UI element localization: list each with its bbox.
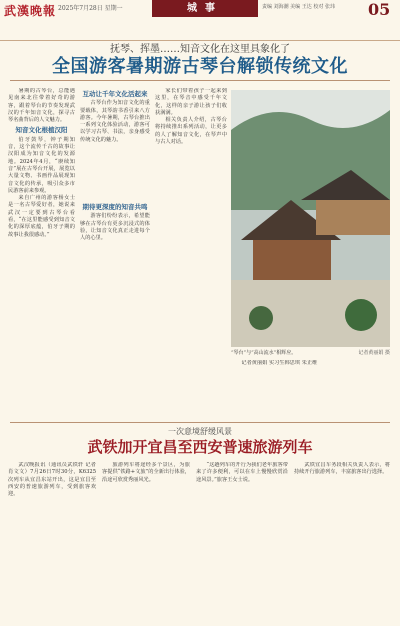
- lead-paragraph: 暑期的古琴台，总能遇见南来北往带着好奇的游客，跟着琴台的节奏发现武汉的千年知音文化，探寻古琴名曲背后的人文魅力。: [8, 88, 75, 124]
- caption-text: “琴台”与“高山流水”相辉应。: [231, 350, 297, 356]
- second-column-2: [102, 462, 190, 622]
- paragraph: 来自广州的游客杨女士是一名古琴爱好者，她说来武汉一定要到古琴台看看，“在这里能感受到知音文化的深厚底蕴，伯牙子期的故事让我很感动。”: [8, 195, 75, 238]
- newspaper-logo: 武漢晚報: [4, 4, 57, 18]
- section-subhead: 知音文化根植汉阳: [15, 126, 68, 135]
- paragraph: 伯牙鼓琴，钟子期知音，这个流传千古的故事让汉阳成为知音文化的发源地。2024年4月，“赓续知音”展在古琴台开展，展览以大量文物、书画作品展现知音文化的传承，吸引众多市民游客前来参观。: [8, 136, 75, 194]
- pavilion-photo: [231, 90, 390, 347]
- paragraph: 相关负责人介绍，古琴台将持续推出系列活动，让更多的人了解知音文化，在琴声中与古人对话。: [155, 117, 227, 146]
- paragraph: 家长们带着孩子一起来到这里，在琴音中感受千年文化，这样的亲子游让孩子们收获满满。: [155, 88, 227, 116]
- paragraph: 旅游列车将途经多个景区，为旅客提供“铁路+文旅”的全新出行体验，沿途可欣赏秀丽风光。: [102, 462, 190, 483]
- section-flag: 城事: [152, 0, 258, 17]
- photo-credit: 记者黄丽娟 摄: [358, 350, 390, 356]
- article-column-2: [80, 88, 150, 416]
- article-column-4: [231, 360, 390, 420]
- second-story-subtitle: 一次意境舒缓风景: [168, 427, 232, 436]
- paragraph: 武铁宜昌车务段相关负责人表示，将持续开行旅游列车，丰富旅客出行选择。: [294, 462, 390, 476]
- paragraph: 武汉晚报讯（通讯员武铁轩 记者肖文文）7月26日7时30分，K6325次列车从宜昌东站开出，这是宜昌至西安的普速旅游列车，受到旅客欢迎。: [8, 462, 96, 498]
- divider: [10, 422, 390, 423]
- issue-date: 2025年7月28日 星期一: [58, 5, 123, 12]
- story-headline: 全国游客暑期游古琴台解锁传统文化: [52, 56, 348, 77]
- second-column-1: [8, 462, 96, 622]
- page-number: 05: [368, 0, 391, 19]
- editor-credits: 责编 刘海潮 美编 王达 校对 张玮: [262, 4, 335, 10]
- section-subhead: 互动让千年文化活起来: [82, 90, 148, 98]
- second-story-headline: 武铁加开宜昌至西安普速旅游列车: [87, 438, 313, 456]
- photo-caption: [231, 349, 390, 356]
- story-subtitle: 抚琴、挥墨……知音文化在这里具象化了: [110, 44, 290, 55]
- divider: [10, 80, 390, 81]
- paragraph: 古琴台作为知音文化的重要载体，其琴韵书香引来八方游客。今年暑期，古琴台推出一系列文化体验活动，游客可以学习古琴、书法，亲身感受传统文化的魅力。: [80, 100, 150, 143]
- second-column-3: [196, 462, 288, 622]
- article-column-1: [8, 88, 75, 416]
- paragraph: 游客们纷纷表示，希望能够在古琴台有更多沉浸式的体验，让知音文化真正走进每个人的心里。: [80, 213, 150, 242]
- paragraph: “这趟列车的开行为我们老年旅客带来了许多便利，可以在车上慢慢欣赏沿途风景。”旅客王女士说。: [196, 462, 288, 483]
- reporter-credit: 记者黄丽娟 实习生韩思琪 朱正维: [241, 360, 318, 366]
- second-column-4: [294, 462, 390, 622]
- article-column-3: [155, 88, 227, 416]
- section-subhead: 期待更深度的知音共鸣: [82, 203, 148, 212]
